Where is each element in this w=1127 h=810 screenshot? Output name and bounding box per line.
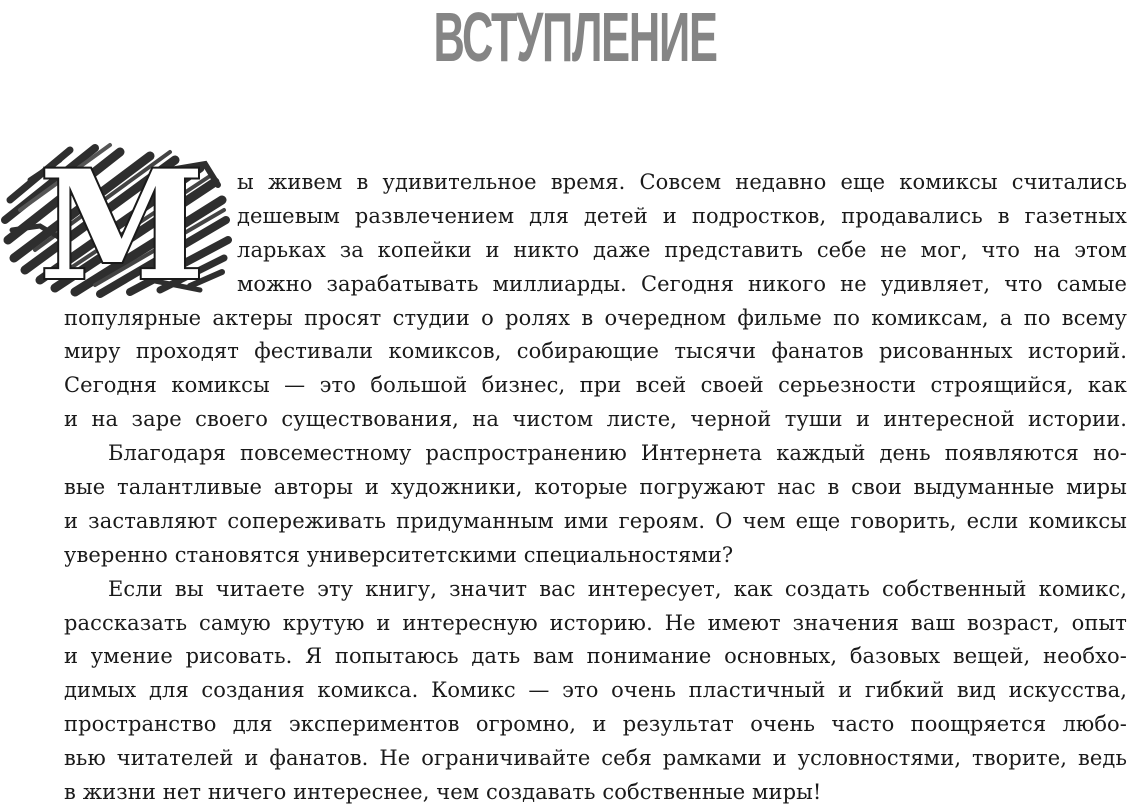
text-line: и умение рисовать. Я попытаюсь дать вам понимание основных, базовых вещей, необхо- bbox=[64, 644, 1127, 669]
text-line: рассказать самую крутую и интересную историю. Не имеют значения ваш возраст, опыт bbox=[64, 610, 1127, 635]
text-line: ы живем в удивительное время. Совсем недавно еще комиксы считались bbox=[237, 170, 1127, 194]
text-line: димых для создания комикса. Комикс — это очень пластичный и гибкий вид искусства, bbox=[64, 678, 1127, 703]
text-line: Благодаря повсеместному распространению Интернета каждый день появляются но- bbox=[108, 441, 1127, 466]
text-line: и заставляют сопереживать придуманным ими героям. О чем еще говорить, если комиксы bbox=[64, 508, 1127, 533]
chapter-heading: ВСТУПЛЕНИЕ bbox=[433, 0, 717, 76]
text-line: вые талантливые авторы и художники, которые погружают нас в свои выдуманные миры bbox=[64, 475, 1127, 500]
body-text bbox=[64, 166, 1127, 810]
text-line: и на заре своего существования, на чистом листе, черной туши и интересной истории. bbox=[64, 407, 1127, 432]
text-line: пространство для экспериментов огромно, и результат очень часто поощряется любо- bbox=[64, 712, 1127, 737]
text-line: популярные актеры просят студии о ролях в очередном фильме по комиксам, а по всему bbox=[64, 305, 1127, 330]
text-line: дешевым развлечением для детей и подростков, продавались в газетных bbox=[237, 203, 1127, 228]
drop-cap-letter: М bbox=[38, 140, 206, 300]
text-line: уверенно становятся университетскими специальностями? bbox=[64, 542, 734, 567]
text-line: в жизни нет ничего интереснее, чем создавать собственные миры! bbox=[64, 780, 822, 805]
text-line: Если вы читаете эту книгу, значит вас интересует, как создать собственный комикс, bbox=[108, 576, 1127, 601]
text-line: можно зарабатывать миллиарды. Сегодня никого не удивляет, что самые bbox=[237, 271, 1127, 296]
text-line: ларьках за копейки и никто даже представить себе не мог, что на этом bbox=[237, 237, 1127, 262]
text-line: Сегодня комиксы — это большой бизнес, при всей своей серьезности строящийся, как bbox=[64, 373, 1127, 398]
text-line: вью читателей и фанатов. Не ограничивайте себя рамками и условностями, творите, ведь bbox=[64, 746, 1127, 771]
text-line: миру проходят фестивали комиксов, собирающие тысячи фанатов рисованных историй. bbox=[64, 339, 1127, 364]
